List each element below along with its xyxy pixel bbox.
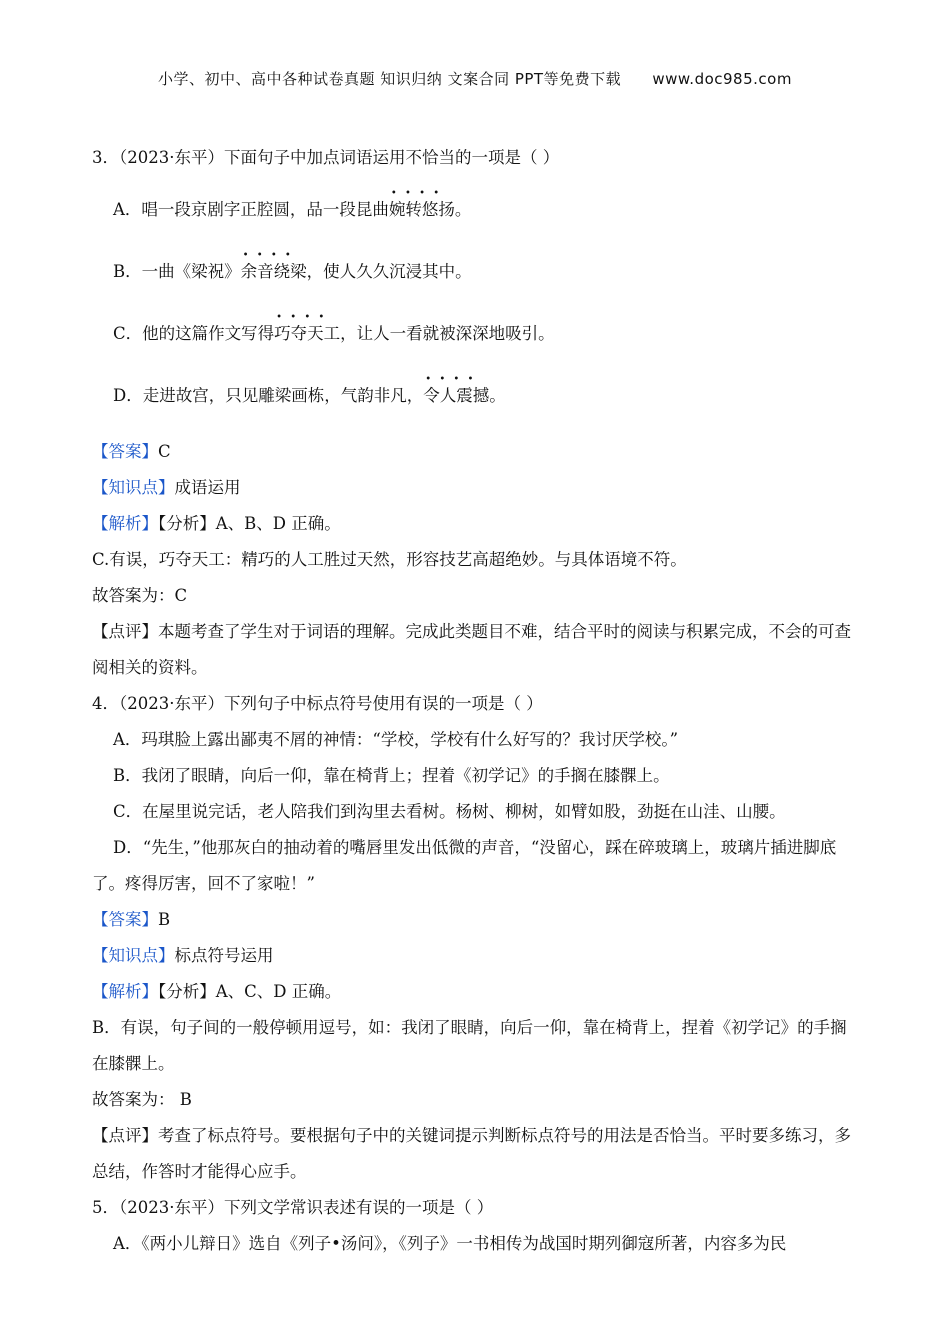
dotted-word: • • • • 巧夺天工 — [274, 316, 340, 352]
q3-option-b: B．一曲《梁祝》• • • • 余音绕梁，使人久久沉浸其中。 — [92, 254, 862, 290]
page-header — [0, 68, 950, 89]
q3-title: 3．（2023·东平）下面句子中加点词语运用不恰当的一项是（ ） — [92, 148, 560, 167]
header-text: 小学、初中、高中各种试卷真题 知识归纳 文案合同 PPT等免费下载 — [158, 70, 622, 88]
q5-option-a: A．《两小儿辩日》选自《列子•汤问》，《列子》一书相传为战国时期列御寇所著，内容多为民 — [113, 1234, 787, 1253]
q3-option-c: C．他的这篇作文写得• • • • 巧夺天工，让人一看就被深深地吸引。 — [92, 316, 862, 352]
q4-option-d: D．“先生，”他那灰白的抽动着的嘴唇里发出低微的声音，“没留心，踩在碎玻璃上，玻璃片插进脚底了。疼得厉害，回不了家啦！” — [92, 838, 837, 893]
dotted-word: • • • • 余音绕梁 — [241, 254, 307, 290]
q3-detail: C.有误，巧夺天工：精巧的人工胜过天然，形容技艺高超绝妙。与具体语境不符。 — [92, 550, 687, 569]
q3-option-a: A．唱一段京剧字正腔圆，品一段昆曲• • • • 婉转悠扬。 — [92, 192, 862, 228]
q4-answer: 【答案】B — [92, 910, 171, 929]
q4-comment: 【点评】考查了标点符号。要根据句子中的关键词提示判断标点符号的用法是否恰当。平时要多练习，多总结，作答时才能得心应手。 — [92, 1126, 851, 1181]
q4-option-a: A．玛琪脸上露出鄙夷不屑的神情：“学校，学校有什么好写的？我讨厌学校。” — [113, 730, 679, 749]
q3-option-d: D．走进故宫，只见雕梁画栋，气韵非凡，• • • • 令人震撼。 — [92, 378, 862, 414]
q3-answer: 【答案】C — [92, 442, 171, 461]
q4-option-b: B．我闭了眼睛，向后一仰，靠在椅背上；捏着《初学记》的手搁在膝髁上。 — [113, 766, 670, 785]
q3-comment: 【点评】本题考查了学生对于词语的理解。完成此类题目不难，结合平时的阅读与积累完成，不会的可查阅相关的资料。 — [92, 622, 851, 677]
dotted-word: • • • • 婉转悠扬 — [389, 192, 455, 228]
q4-detail: B．有误，句子间的一般停顿用逗号，如：我闭了眼睛，向后一仰，靠在椅背上，捏着《初学记》的手搁在膝髁上。 — [92, 1018, 847, 1073]
header-url[interactable]: www.doc985.com — [652, 70, 792, 88]
q4-final: 故答案为： B — [92, 1090, 192, 1109]
q3-final: 故答案为：C — [92, 586, 188, 605]
q3-knowledge-point: 【知识点】成语运用 — [92, 478, 241, 497]
q5-title: 5．（2023·东平）下列文学常识表述有误的一项是（ ） — [92, 1198, 494, 1217]
document-body — [92, 140, 862, 1262]
q4-title: 4．（2023·东平）下列句子中标点符号使用有误的一项是（ ） — [92, 694, 543, 713]
q4-option-c: C．在屋里说完话，老人陪我们到沟里去看树。杨树、柳树，如臂如股，劲挺在山洼、山腰。 — [113, 802, 786, 821]
q4-knowledge-point: 【知识点】标点符号运用 — [92, 946, 274, 965]
dotted-word: • • • • 令人震撼 — [423, 378, 489, 414]
q3-analysis: 【解析】【分析】A、B、D 正确。 — [92, 514, 341, 533]
q4-analysis: 【解析】【分析】A、C、D 正确。 — [92, 982, 342, 1001]
